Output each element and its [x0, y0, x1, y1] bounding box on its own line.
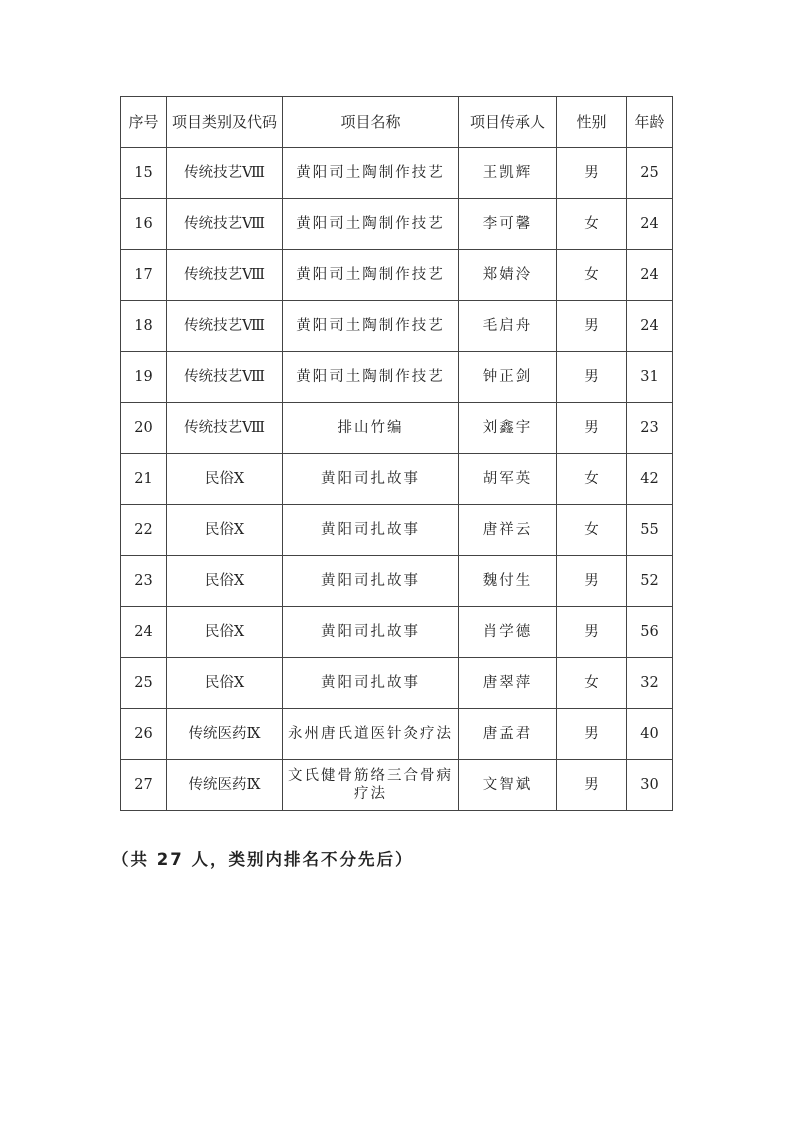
cell-gender: 女 [557, 199, 627, 250]
table-row [121, 607, 673, 658]
cell-project: 黄阳司土陶制作技艺 [283, 148, 459, 199]
cell-project: 黄阳司土陶制作技艺 [283, 250, 459, 301]
table-row [121, 709, 673, 760]
cell-category: 传统技艺Ⅷ [167, 148, 283, 199]
cell-age: 30 [627, 760, 673, 811]
cell-category: 传统技艺Ⅷ [167, 403, 283, 454]
inheritor-table-container [120, 96, 673, 811]
cell-inheritor: 唐祥云 [459, 505, 557, 556]
cell-age: 40 [627, 709, 673, 760]
cell-inheritor: 唐孟君 [459, 709, 557, 760]
cell-no: 21 [121, 454, 167, 505]
cell-project: 排山竹编 [283, 403, 459, 454]
cell-inheritor: 文智斌 [459, 760, 557, 811]
cell-age: 32 [627, 658, 673, 709]
cell-category: 传统技艺Ⅷ [167, 301, 283, 352]
table-row [121, 148, 673, 199]
cell-project: 黄阳司扎故事 [283, 505, 459, 556]
header-no: 序号 [121, 97, 167, 148]
cell-age: 56 [627, 607, 673, 658]
cell-inheritor: 胡军英 [459, 454, 557, 505]
cell-inheritor: 魏付生 [459, 556, 557, 607]
table-row [121, 199, 673, 250]
table-row [121, 760, 673, 811]
inheritor-table [120, 96, 673, 811]
cell-project: 黄阳司扎故事 [283, 556, 459, 607]
cell-category: 传统医药Ⅸ [167, 709, 283, 760]
cell-gender: 男 [557, 709, 627, 760]
cell-gender: 女 [557, 250, 627, 301]
cell-gender: 女 [557, 505, 627, 556]
table-header-row [121, 97, 673, 148]
cell-no: 26 [121, 709, 167, 760]
cell-project: 永州唐氏道医针灸疗法 [283, 709, 459, 760]
table-row [121, 403, 673, 454]
header-age: 年龄 [627, 97, 673, 148]
cell-category: 民俗Ⅹ [167, 556, 283, 607]
cell-gender: 男 [557, 607, 627, 658]
cell-category: 传统医药Ⅸ [167, 760, 283, 811]
table-row [121, 250, 673, 301]
table-row [121, 301, 673, 352]
cell-age: 55 [627, 505, 673, 556]
cell-gender: 男 [557, 148, 627, 199]
cell-age: 24 [627, 199, 673, 250]
cell-category: 民俗Ⅹ [167, 505, 283, 556]
cell-no: 25 [121, 658, 167, 709]
cell-gender: 男 [557, 352, 627, 403]
cell-gender: 男 [557, 760, 627, 811]
cell-inheritor: 肖学德 [459, 607, 557, 658]
table-row [121, 352, 673, 403]
cell-age: 31 [627, 352, 673, 403]
cell-gender: 女 [557, 658, 627, 709]
cell-no: 15 [121, 148, 167, 199]
cell-no: 27 [121, 760, 167, 811]
cell-project: 黄阳司扎故事 [283, 454, 459, 505]
cell-age: 52 [627, 556, 673, 607]
header-category: 项目类别及代码 [167, 97, 283, 148]
cell-no: 18 [121, 301, 167, 352]
cell-age: 42 [627, 454, 673, 505]
cell-category: 民俗Ⅹ [167, 454, 283, 505]
cell-no: 20 [121, 403, 167, 454]
cell-no: 22 [121, 505, 167, 556]
cell-gender: 女 [557, 454, 627, 505]
cell-category: 民俗Ⅹ [167, 658, 283, 709]
cell-project: 黄阳司扎故事 [283, 607, 459, 658]
cell-category: 传统技艺Ⅷ [167, 352, 283, 403]
table-row [121, 454, 673, 505]
table-row [121, 556, 673, 607]
header-project: 项目名称 [283, 97, 459, 148]
cell-inheritor: 郑婧泠 [459, 250, 557, 301]
cell-no: 19 [121, 352, 167, 403]
cell-project: 文氏健骨筋络三合骨病疗法 [283, 760, 459, 811]
cell-project: 黄阳司土陶制作技艺 [283, 301, 459, 352]
cell-category: 传统技艺Ⅷ [167, 250, 283, 301]
cell-project: 黄阳司土陶制作技艺 [283, 199, 459, 250]
cell-no: 16 [121, 199, 167, 250]
cell-inheritor: 李可馨 [459, 199, 557, 250]
table-body [121, 148, 673, 811]
cell-gender: 男 [557, 403, 627, 454]
cell-project: 黄阳司土陶制作技艺 [283, 352, 459, 403]
header-gender: 性别 [557, 97, 627, 148]
cell-no: 23 [121, 556, 167, 607]
cell-gender: 男 [557, 556, 627, 607]
cell-inheritor: 刘鑫宇 [459, 403, 557, 454]
table-row [121, 658, 673, 709]
cell-category: 民俗Ⅹ [167, 607, 283, 658]
cell-age: 24 [627, 250, 673, 301]
cell-age: 23 [627, 403, 673, 454]
cell-category: 传统技艺Ⅷ [167, 199, 283, 250]
cell-inheritor: 王凯辉 [459, 148, 557, 199]
cell-gender: 男 [557, 301, 627, 352]
cell-inheritor: 钟正剑 [459, 352, 557, 403]
header-inheritor: 项目传承人 [459, 97, 557, 148]
footnote: （共 27 人，类别内排名不分先后） [112, 850, 414, 869]
cell-inheritor: 毛启舟 [459, 301, 557, 352]
cell-inheritor: 唐翠萍 [459, 658, 557, 709]
cell-no: 24 [121, 607, 167, 658]
cell-no: 17 [121, 250, 167, 301]
cell-project: 黄阳司扎故事 [283, 658, 459, 709]
cell-age: 25 [627, 148, 673, 199]
table-row [121, 505, 673, 556]
cell-age: 24 [627, 301, 673, 352]
